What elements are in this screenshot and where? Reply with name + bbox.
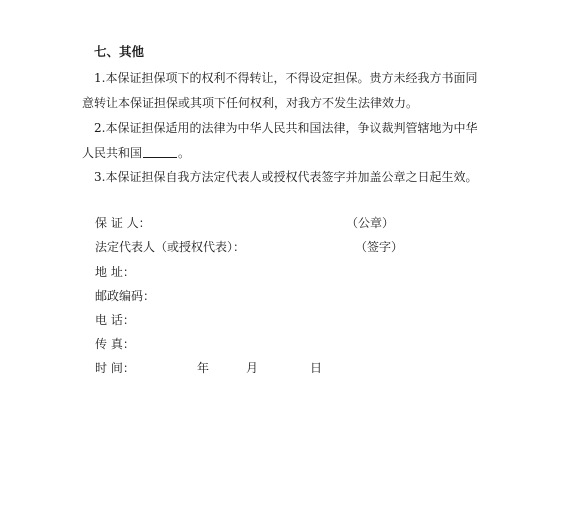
- address-label: 地 址：: [95, 265, 135, 279]
- section-heading: 七、其他: [94, 44, 145, 59]
- phone-label: 电 话：: [95, 313, 135, 327]
- jurisdiction-blank-line: [143, 145, 177, 158]
- company-seal-note: （公章）: [346, 216, 395, 230]
- signature-note: （签字）: [355, 240, 404, 254]
- clause-2-jurisdiction-prefix: 人民共和国: [82, 146, 143, 160]
- clause-2-line-2: [82, 145, 190, 161]
- date-label: 时 间：: [95, 361, 135, 375]
- clause-2-period: 。: [178, 146, 191, 160]
- clause-3-line-1: 3.本保证担保自我方法定代表人或授权代表签字并加盖公章之日起生效。: [94, 170, 478, 184]
- fax-label: 传 真：: [95, 337, 135, 351]
- postcode-label: 邮政编码：: [95, 289, 156, 303]
- clause-1-line-2: 意转让本保证担保或其项下任何权利，对我方不发生法律效力。: [82, 96, 419, 110]
- day-label: 日: [310, 361, 323, 375]
- guarantor-label: 保 证 人：: [95, 216, 151, 230]
- clause-2-line-1: 2.本保证担保适用的法律为中华人民共和国法律，争议裁判管辖地为中华: [94, 121, 478, 135]
- legal-representative-label: 法定代表人（或授权代表）：: [95, 240, 246, 254]
- year-label: 年: [197, 361, 210, 375]
- clause-1-line-1: 1.本保证担保项下的权利不得转让，不得设定担保。贵方未经我方书面同: [94, 71, 478, 85]
- month-label: 月: [246, 361, 259, 375]
